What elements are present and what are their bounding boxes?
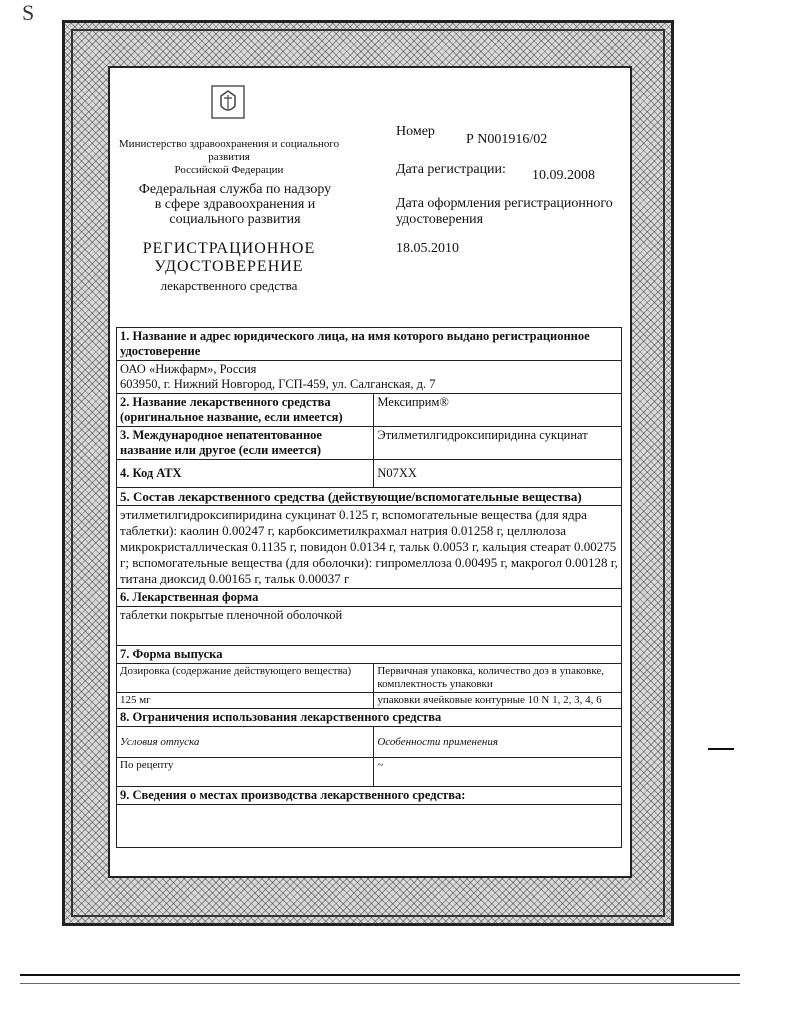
section-7-col2-header: Первичная упаковка, количество доз в упаковке, комплектность упаковки <box>374 664 622 693</box>
section-8-title-row <box>117 709 622 727</box>
section-2-row <box>117 394 622 427</box>
section-1-title-row <box>117 328 622 361</box>
section-3-value: Этилметилгидроксипиридина сукцинат <box>374 427 622 460</box>
section-2-value: Мексиприм® <box>374 394 622 427</box>
company-name: ОАО «Нижфарм», Россия <box>120 362 257 376</box>
section-7-col2-value: упаковки ячейковые контурные 10 N 1, 2, 3, 4, 6 <box>374 693 622 709</box>
section-7-title: 7. Форма выпуска <box>117 646 622 664</box>
section-7-title-row <box>117 646 622 664</box>
section-5-value-row <box>117 506 622 589</box>
company-address: 603950, г. Нижний Новгород, ГСП-459, ул. Салганская, д. 7 <box>120 377 436 391</box>
section-5-value: этилметилгидроксипиридина сукцинат 0.125 г, вспомогательные вещества (для ядра таблетки): каолин 0.00247 г, карбоксиметилкрахмал натрия 0.01258 г, целлюлоза микрокристаллическая 0.1135 г, повидон 0.0134 г, тальк 0.0053 г, кальция стеарат 0.00275 г; вспомогательные вещества (для оболочки): гипромеллоза 0.00495 г, макрогол 0.00128 г, титана диоксид 0.00165 г, тальк 0.00037 г <box>117 506 622 589</box>
page-corner-mark: S <box>22 0 35 25</box>
section-6-value: таблетки покрытые пленочной оболочкой <box>117 607 622 646</box>
section-8-value-row <box>117 758 622 787</box>
section-7-header-row <box>117 664 622 693</box>
section-1-value-row <box>117 361 622 394</box>
section-2-title: 2. Название лекарственного средства (оригинальное название, если имеется) <box>117 394 374 427</box>
section-8-col2-value: ~ <box>374 758 622 787</box>
section-8-col1-header: Условия отпуска <box>117 727 374 758</box>
section-4-value: N07XX <box>374 460 622 488</box>
section-9-title: 9. Сведения о местах производства лекарственного средства: <box>117 787 622 805</box>
scan-edge-line-thin <box>20 983 740 984</box>
number-label: Номер <box>396 124 435 139</box>
section-8-title: 8. Ограничения использования лекарственного средства <box>117 709 622 727</box>
section-5-title: 5. Состав лекарственного средства (действующие/вспомогательные вещества) <box>117 488 622 506</box>
certificate-table <box>116 327 622 848</box>
section-5-title-row <box>117 488 622 506</box>
section-7-col1-value: 125 мг <box>117 693 374 709</box>
document-subtitle: лекарственного средства <box>160 278 298 293</box>
section-9-value <box>117 805 622 848</box>
section-1-title: 1. Название и адрес юридического лица, на имя которого выдано регистрационное удостоверение <box>117 328 622 361</box>
ministry-name: Министерство здравоохранения и социального развития Российской Федерации <box>118 138 340 176</box>
issue-date-label: Дата оформления регистрационного удостоверения <box>396 196 613 227</box>
section-4-row <box>117 460 622 488</box>
section-7-value-row <box>117 693 622 709</box>
section-6-value-row <box>117 607 622 646</box>
section-7-col1-header: Дозировка (содержание действующего вещества) <box>117 664 374 693</box>
issue-date-value: 18.05.2010 <box>396 241 459 256</box>
coat-of-arms-icon <box>208 82 248 122</box>
margin-dash <box>708 748 734 750</box>
section-8-header-row <box>117 727 622 758</box>
service-name: Федеральная служба по надзору в сфере здравоохранения и социального развития <box>138 182 332 227</box>
reg-date-label: Дата регистрации: <box>396 162 506 177</box>
document-title: РЕГИСТРАЦИОННОЕ УДОСТОВЕРЕНИЕ <box>142 240 316 275</box>
section-8-col1-value: По рецепту <box>117 758 374 787</box>
section-3-row <box>117 427 622 460</box>
section-9-title-row <box>117 787 622 805</box>
section-3-title: 3. Международное непатентованное название или другое (если имеется) <box>117 427 374 460</box>
section-8-col2-header: Особенности применения <box>374 727 622 758</box>
section-6-title-row <box>117 589 622 607</box>
reg-date-value: 10.09.2008 <box>532 168 595 183</box>
section-4-title: 4. Код АТХ <box>117 460 374 488</box>
section-6-title: 6. Лекарственная форма <box>117 589 622 607</box>
section-1-value <box>117 361 622 394</box>
scan-edge-line <box>20 974 740 976</box>
section-9-value-row <box>117 805 622 848</box>
number-value: Р N001916/02 <box>466 132 548 147</box>
